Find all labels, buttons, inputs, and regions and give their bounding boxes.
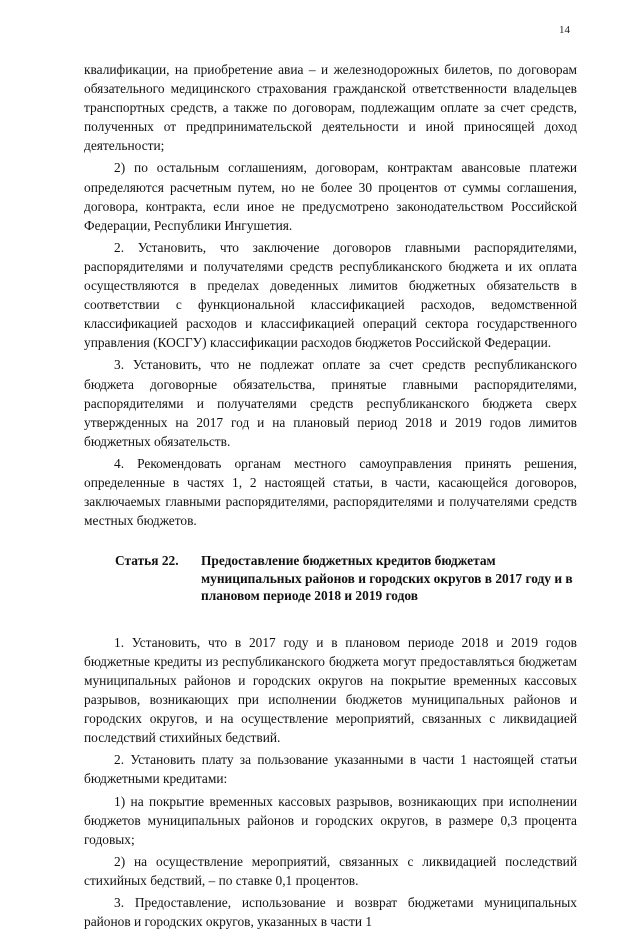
paragraph: 3. Предоставление, использование и возврат бюджетами муниципальных районов и городских округов, указанных в части 1	[84, 894, 577, 930]
article-heading	[84, 552, 577, 605]
article-title: Предоставление бюджетных кредитов бюджетам муниципальных районов и городских округов в 2017 году и в плановом периоде 2018 и 2019 годов	[201, 553, 573, 604]
document-body	[84, 60, 577, 934]
paragraph: 3. Установить, что не подлежат оплате за счет средств республиканского бюджета договорные обязательства, принятые главными распорядителями, распорядителями и получателями средств республиканского бюджета сверх утвержденных на 2017 год и на плановый период 2018 и 2019 годов лимитов бюджетных обязательств.	[84, 357, 577, 449]
paragraph: 2. Установить плату за пользование указанными в части 1 настоящей статьи бюджетными кредитами:	[84, 752, 577, 787]
paragraph: 1. Установить, что в 2017 году и в плановом периоде 2018 и 2019 годов бюджетные кредиты из республиканского бюджета могут предоставляться бюджетам муниципальных районов и городских округов на покрытие временных кассовых разрывов, возникающих при исполнении бюджетов муниципальных районов и городских округов, и на осуществление мероприятий, связанных с ликвидацией последствий стихийных бедствий.	[84, 634, 577, 746]
paragraph: 4. Рекомендовать органам местного самоуправления принять решения, определенные в частях 1, 2 настоящей статьи, в части, касающейся договоров, заключаемых главными распорядителями, распорядителями и получателями средств местных бюджетов.	[84, 455, 577, 529]
article-label: Статья 22.	[115, 553, 179, 569]
paragraph: 2. Установить, что заключение договоров главными распорядителями, распорядителями и получателями средств республиканского бюджета и их оплата осуществляются в пределах доведенных лимитов бюджетных обязательств в соответствии с функциональной классификацией расходов, ведомственной классификацией расходов и классификацией операций сектора государственного управления (КОСГУ) классификации расходов бюджетов Российской Федерации.	[84, 239, 577, 351]
paragraph: 2) по остальным соглашениям, договорам, контрактам авансовые платежи определяются расчетным путем, но не более 30 процентов от суммы соглашения, договора, контракта, если иное не предусмотрено законодательством Российской Федерации, Республики Ингушетия.	[84, 160, 577, 233]
paragraph: 2) на осуществление мероприятий, связанных с ликвидацией последствий стихийных бедствий, – по ставке 0,1 процентов.	[84, 853, 577, 888]
paragraph: 1) на покрытие временных кассовых разрывов, возникающих при исполнении бюджетов муниципальных районов и городских округов, в размере 0,3 процента годовых;	[84, 793, 577, 847]
page-number: 14	[559, 24, 570, 36]
paragraph: квалификации, на приобретение авиа – и железнодорожных билетов, по договорам обязательного медицинского страхования гражданской ответственности владельцев транспортных средств, а также по договорам, подлежащим оплате за счет средств, полученных от предпринимательской деятельности и иной приносящей доход деятельности;	[84, 62, 577, 154]
